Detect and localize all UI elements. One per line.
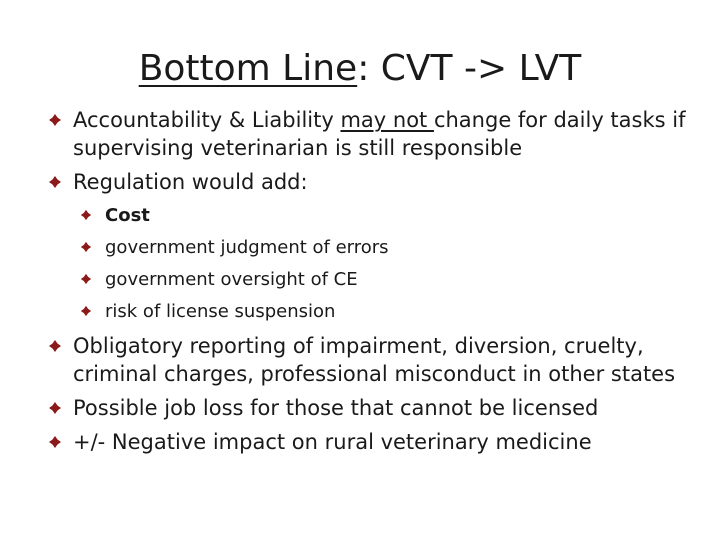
bullet-item-reporting: [48, 332, 708, 388]
bullet-text-pre: Accountability & Liability: [73, 108, 341, 132]
bullet-item-job-loss: [48, 394, 708, 422]
diamond-quad-icon: [48, 401, 62, 415]
diamond-quad-icon: [48, 435, 62, 449]
bullet-text: risk of license suspension: [105, 301, 336, 322]
sub-bullet-judgment: [80, 236, 708, 260]
diamond-quad-icon: [80, 273, 92, 285]
bullet-text: Obligatory reporting of impairment, diversion, cruelty, criminal charges, professional misconduct in other states: [73, 334, 676, 386]
bullet-item-accountability: [48, 106, 708, 162]
bullet-item-regulation: [48, 168, 708, 196]
bullet-item-rural: [48, 428, 708, 456]
bullet-text: government oversight of CE: [105, 269, 358, 290]
bullet-text: +/- Negative impact on rural veterinary medicine: [73, 430, 592, 454]
sub-bullet-suspension: [80, 300, 708, 324]
bullet-text: government judgment of errors: [105, 237, 389, 258]
diamond-quad-icon: [48, 339, 62, 353]
bullet-list: [48, 106, 708, 456]
bullet-text: Possible job loss for those that cannot be licensed: [73, 396, 599, 420]
diamond-quad-icon: [80, 209, 92, 221]
bullet-text: Regulation would add:: [73, 170, 308, 194]
diamond-quad-icon: [80, 241, 92, 253]
diamond-quad-icon: [48, 175, 62, 189]
sub-bullet-oversight: [80, 268, 708, 292]
bullet-text: Cost: [105, 205, 150, 226]
diamond-quad-icon: [80, 305, 92, 317]
title-rest: : CVT -> LVT: [357, 48, 582, 89]
title-underlined: Bottom Line: [138, 48, 358, 89]
diamond-quad-icon: [48, 113, 62, 127]
sub-bullet-cost: [80, 204, 708, 228]
bullet-text-underlined: may not: [340, 108, 434, 132]
slide-title: [0, 44, 720, 94]
bullet-text-post: change for daily tasks if supervising veterinarian is still responsible: [73, 108, 686, 160]
